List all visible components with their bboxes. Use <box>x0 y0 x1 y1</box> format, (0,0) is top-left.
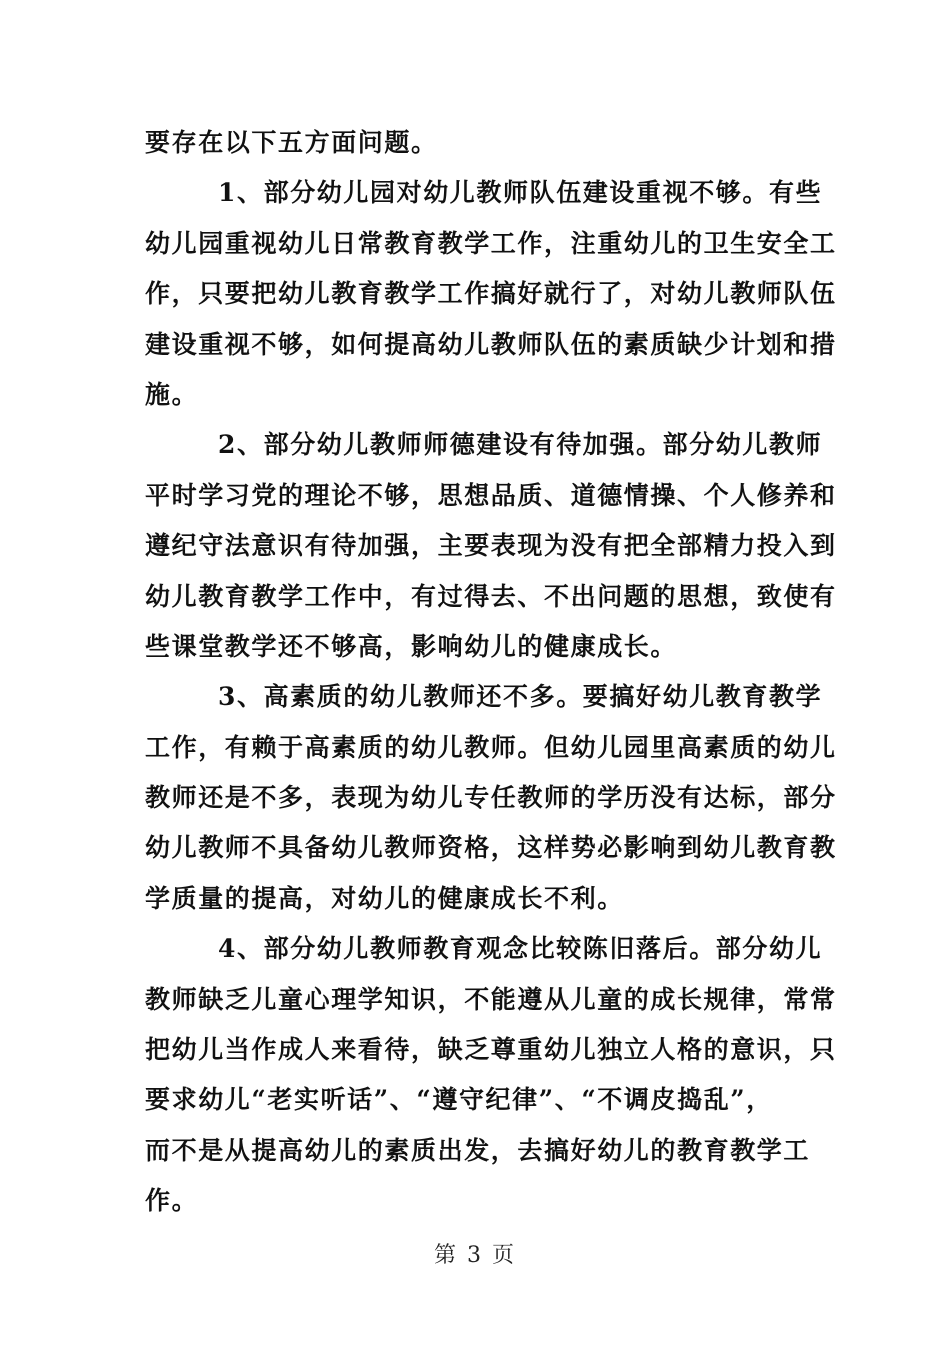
text-line: 教师缺乏儿童心理学知识，不能遵从儿童的成长规律，常常 <box>145 984 837 1014</box>
text-line: 平时学习党的理论不够，思想品质、道德情操、个人修养和 <box>145 480 837 510</box>
text-line: 把幼儿当作成人来看待，缺乏尊重幼儿独立人格的意识，只 <box>145 1035 837 1065</box>
text-line: 4、部分幼儿教师教育观念比较陈旧落后。部分幼儿 <box>218 934 823 964</box>
text-line: 幼儿园重视幼儿日常教育教学工作，注重幼儿的卫生安全工 <box>145 228 837 258</box>
text-line: 作，只要把幼儿教育教学工作搞好就行了，对幼儿教师队伍 <box>145 279 837 309</box>
text-line: 遵纪守法意识有待加强，主要表现为没有把全部精力投入到 <box>145 531 837 561</box>
text-line: 幼儿教师不具备幼儿教师资格，这样势必影响到幼儿教育教 <box>145 833 837 863</box>
text-line: 而不是从提高幼儿的素质出发，去搞好幼儿的教育教学工 <box>145 1135 811 1165</box>
text-line: 要存在以下五方面问题。 <box>145 128 438 157</box>
body-text <box>145 118 837 1227</box>
page-number: 第 3 页 <box>434 1243 516 1268</box>
text-line: 幼儿教育教学工作中，有过得去、不出问题的思想，致使有 <box>145 581 837 611</box>
text-line: 1、部分幼儿园对幼儿教师队伍建设重视不够。有些 <box>218 178 823 208</box>
text-line: 教师还是不多，表现为幼儿专任教师的学历没有达标，部分 <box>145 783 837 813</box>
text-line: 工作，有赖于高素质的幼儿教师。但幼儿园里高素质的幼儿 <box>145 732 837 762</box>
text-line: 作。 <box>145 1186 199 1216</box>
text-line: 学质量的提高，对幼儿的健康成长不利。 <box>145 883 624 913</box>
text-line: 要求幼儿“老实听话”、“遵守纪律”、“不调皮捣乱”， <box>145 1085 773 1115</box>
text-line: 建设重视不够，如何提高幼儿教师队伍的素质缺少计划和措 <box>145 329 837 359</box>
text-line: 施。 <box>145 379 199 409</box>
text-line: 3、高素质的幼儿教师还不多。要搞好幼儿教育教学 <box>218 682 823 712</box>
text-line: 2、部分幼儿教师师德建设有待加强。部分幼儿教师 <box>218 430 823 460</box>
text-line: 些课堂教学还不够高，影响幼儿的健康成长。 <box>145 631 678 661</box>
